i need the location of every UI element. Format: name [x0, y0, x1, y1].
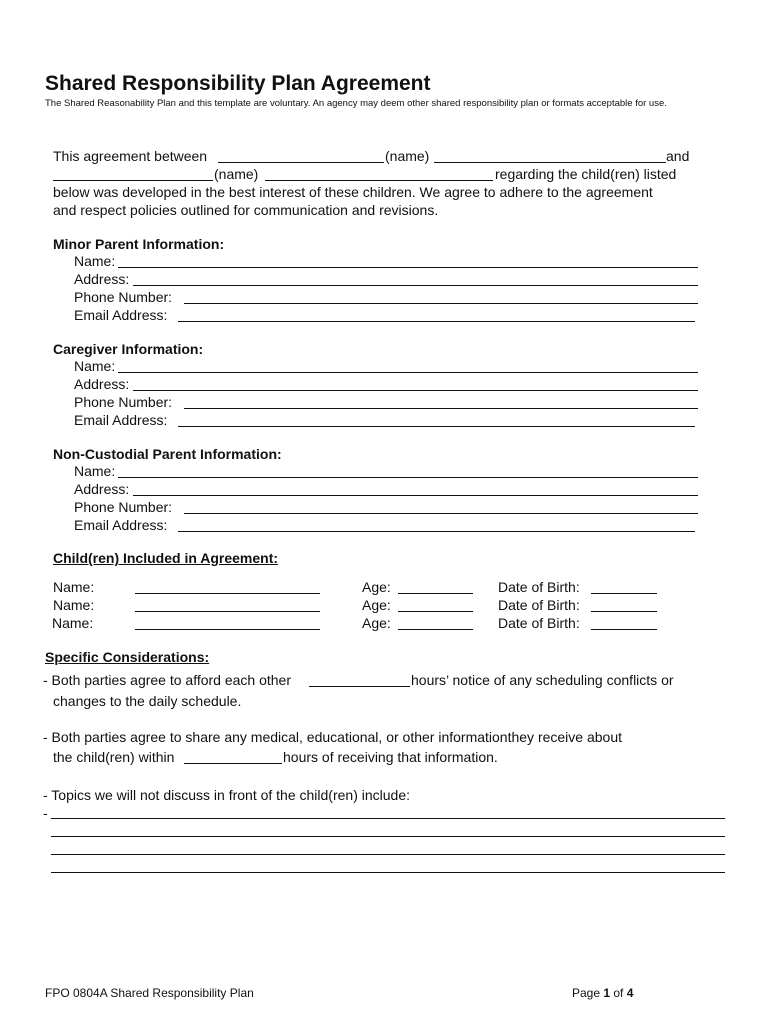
considerations-heading: Specific Considerations: [45, 649, 210, 665]
caregiver-phone-label: Phone Number: [74, 394, 173, 410]
intro-text-3: below was developed in the best interest of these children. We agree to adhere to the agreement [53, 184, 653, 200]
minor-parent-name-label: Name: [74, 253, 116, 269]
caregiver-email-line[interactable] [178, 426, 695, 427]
non-custodial-phone-label: Phone Number: [74, 499, 173, 515]
caregiver-name-label: Name: [74, 358, 116, 374]
child3-age-line[interactable] [398, 629, 473, 630]
minor-parent-email-line[interactable] [178, 321, 695, 322]
intro-text-4: and respect policies outlined for communication and revisions. [53, 202, 439, 218]
caregiver-address-line[interactable] [133, 390, 698, 391]
non-custodial-address-label: Address: [74, 481, 130, 497]
caregiver-name-line[interactable] [118, 372, 698, 373]
page-current: 1 [603, 986, 611, 1000]
caregiver-heading: Caregiver Information: [53, 341, 204, 357]
child-age-label: Age: [362, 597, 391, 613]
caregiver-email-label: Email Address: [74, 412, 168, 428]
child-age-label: Age: [362, 579, 391, 595]
minor-parent-address-label: Address: [74, 271, 130, 287]
consideration3-dash: - [43, 805, 48, 821]
non-custodial-name-label: Name: [74, 463, 116, 479]
notice-hours-line[interactable] [309, 686, 410, 687]
caregiver-address-label: Address: [74, 376, 130, 392]
footer-document-id: FPO 0804A Shared Responsibility Plan [45, 986, 254, 1000]
share-hours-line[interactable] [184, 763, 282, 764]
child-name-label: Name: [53, 597, 95, 613]
topics-line-1[interactable] [51, 818, 725, 819]
consideration2-text-c: hours of receiving that information. [283, 749, 498, 765]
non-custodial-heading: Non-Custodial Parent Information: [53, 446, 282, 462]
non-custodial-phone-line[interactable] [184, 513, 698, 514]
minor-parent-email-label: Email Address: [74, 307, 168, 323]
consideration2-text-a: - Both parties agree to share any medical, educational, or other informationthey receive about [43, 729, 622, 745]
child1-dob-line[interactable] [591, 593, 657, 594]
minor-parent-phone-line[interactable] [184, 303, 698, 304]
non-custodial-email-label: Email Address: [74, 517, 168, 533]
party2-name-line[interactable] [434, 162, 666, 163]
party1-name-line[interactable] [218, 162, 384, 163]
intro-name-label-2: (name) [214, 166, 259, 182]
page-of: of [610, 986, 627, 1000]
child2-dob-line[interactable] [591, 611, 657, 612]
consideration1-text-c: changes to the daily schedule. [53, 693, 242, 709]
minor-parent-phone-label: Phone Number: [74, 289, 173, 305]
child-age-label: Age: [362, 615, 391, 631]
consideration2-text-b: the child(ren) within [53, 749, 175, 765]
intro-name-label-1: (name) [385, 148, 430, 164]
minor-parent-name-line[interactable] [118, 267, 698, 268]
child-dob-label: Date of Birth: [498, 615, 580, 631]
minor-parent-heading: Minor Parent Information: [53, 236, 225, 252]
child3-name-line[interactable] [135, 629, 320, 630]
page-title: Shared Responsibility Plan Agreement [45, 72, 431, 95]
non-custodial-address-line[interactable] [133, 495, 698, 496]
page-subtitle: The Shared Reasonability Plan and this template are voluntary. An agency may deem other shared responsibility plan or formats acceptable for use. [45, 98, 667, 109]
intro-regarding: regarding the child(ren) listed [495, 166, 677, 182]
consideration1-text-b: hours’ notice of any scheduling conflicts or [411, 672, 674, 688]
consideration3-text: - Topics we will not discuss in front of the child(ren) include: [43, 787, 411, 803]
child-name-label: Name: [52, 615, 94, 631]
non-custodial-name-line[interactable] [118, 477, 698, 478]
party4-name-line[interactable] [265, 180, 493, 181]
consideration1-text-a: - Both parties agree to afford each other [43, 672, 292, 688]
footer-page-number [572, 985, 633, 1001]
intro-and: and [666, 148, 690, 164]
child2-name-line[interactable] [135, 611, 320, 612]
children-heading: Child(ren) Included in Agreement: [53, 550, 279, 566]
child-name-label: Name: [53, 579, 95, 595]
caregiver-phone-line[interactable] [184, 408, 698, 409]
topics-line-2[interactable] [51, 836, 725, 837]
page-prefix: Page [572, 986, 604, 1000]
child1-age-line[interactable] [398, 593, 473, 594]
topics-line-4[interactable] [51, 872, 725, 873]
child2-age-line[interactable] [398, 611, 473, 612]
child3-dob-line[interactable] [591, 629, 657, 630]
child-dob-label: Date of Birth: [498, 597, 580, 613]
minor-parent-address-line[interactable] [133, 285, 698, 286]
non-custodial-email-line[interactable] [178, 531, 695, 532]
page-total: 4 [626, 986, 634, 1000]
party3-name-line[interactable] [53, 180, 213, 181]
intro-text-1: This agreement between [53, 148, 208, 164]
child-dob-label: Date of Birth: [498, 579, 580, 595]
child1-name-line[interactable] [135, 593, 320, 594]
topics-line-3[interactable] [51, 854, 725, 855]
